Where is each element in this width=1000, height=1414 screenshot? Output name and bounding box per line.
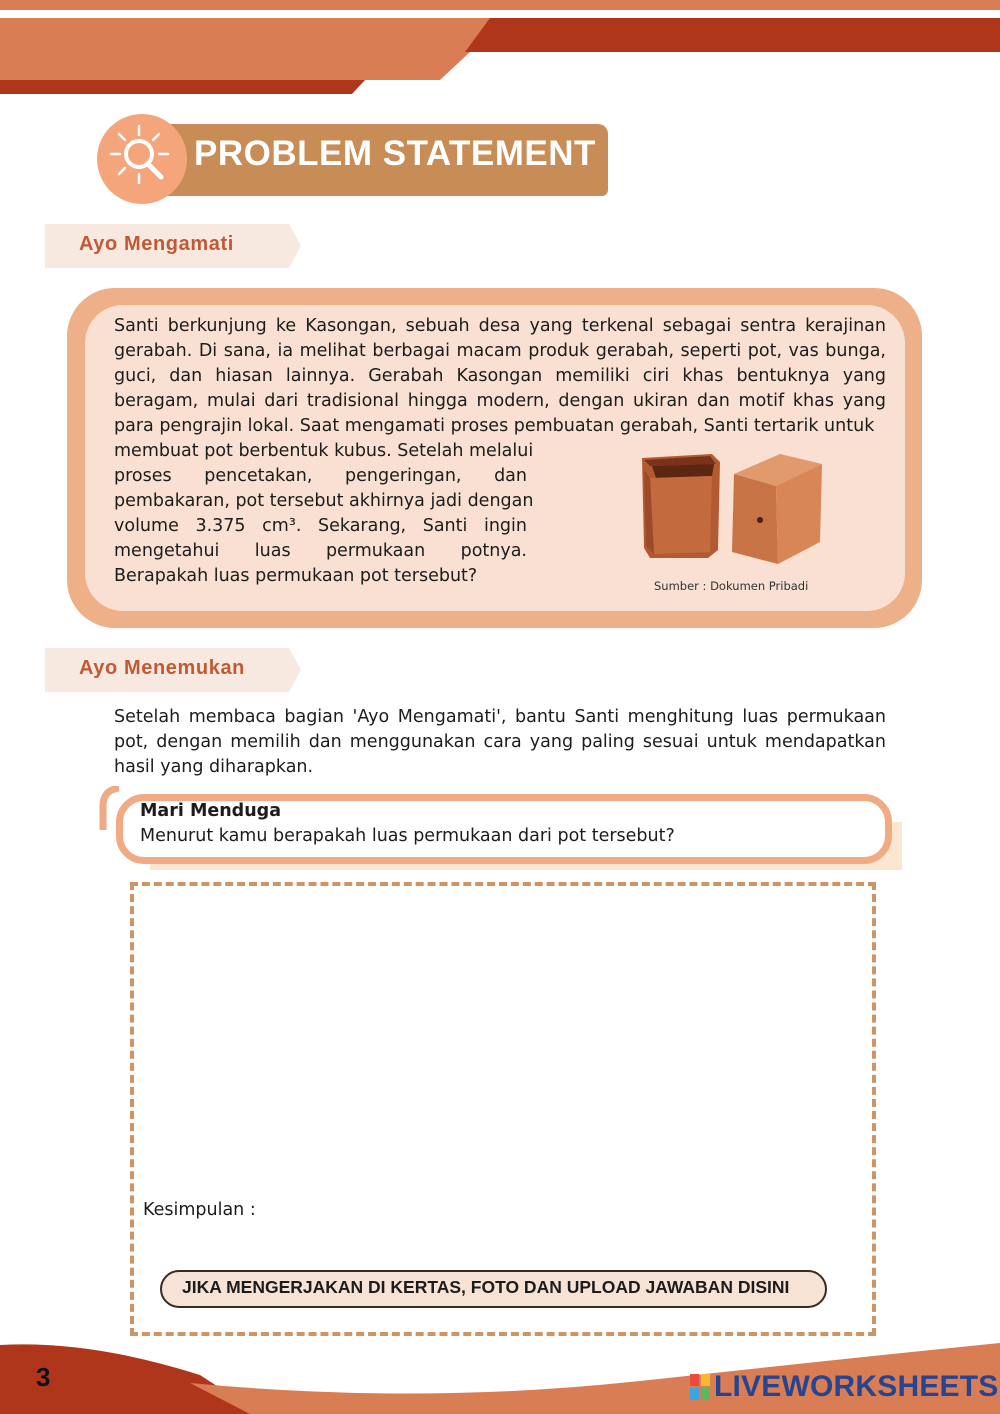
- section-label-text: Ayo Menemukan: [79, 657, 245, 679]
- liveworksheets-logo-icon: [690, 1374, 710, 1400]
- observation-paragraph: Santi berkunjung ke Kasongan, sebuah desa yang terkenal sebagai sentra kerajinan gerabah. Di sana, ia melihat berbagai macam produk gerabah, seperti pot, vas bunga, guci, dan hiasan lainnya. Gerabah Kasongan memiliki ciri khas bentuknya yang beragam, mulai dari tradisional hingga modern, dengan ukiran dan motif khas yang: [114, 316, 886, 411]
- observation-col-line: membuat pot berbentuk kubus. Setelah melalui: [114, 441, 534, 461]
- observation-column: [114, 439, 534, 589]
- observation-col-line: proses pencetakan, pengeringan, dan: [114, 466, 527, 486]
- upload-button-label: JIKA MENGERJAKAN DI KERTAS, FOTO DAN UPLOAD JAWABAN DISINI: [182, 1277, 790, 1297]
- observation-col-line: mengetahui luas permukaan potnya.: [114, 541, 527, 561]
- section-label-observe: [45, 224, 301, 268]
- guess-title: Mari Menduga: [140, 801, 282, 821]
- magnifier-icon: [97, 114, 187, 204]
- page-title: PROBLEM STATEMENT: [194, 134, 596, 173]
- cube-pots-photo: [630, 440, 840, 570]
- section-label-find: [45, 648, 301, 692]
- observation-col-line: pembakaran, pot tersebut akhirnya jadi dengan: [114, 491, 534, 511]
- section-label-text: Ayo Mengamati: [79, 233, 234, 255]
- observation-line: para pengrajin lokal. Saat mengamati proses pembuatan gerabah, Santi tertarik untuk: [114, 416, 875, 436]
- guess-question: Menurut kamu berapakah luas permukaan dari pot tersebut?: [140, 826, 675, 846]
- page-number: 3: [36, 1362, 51, 1392]
- image-caption: Sumber : Dokumen Pribadi: [654, 579, 809, 593]
- observation-col-line: Berapakah luas permukaan pot tersebut?: [114, 566, 478, 586]
- brand-name[interactable]: LIVEWORKSHEETS: [714, 1370, 999, 1403]
- find-paragraph: Setelah membaca bagian 'Ayo Mengamati', bantu Santi menghitung luas permukaan pot, dengan memilih dan menggunakan cara yang paling sesuai untuk mendapatkan hasil yang diharapkan.: [114, 707, 886, 777]
- header-decoration: [0, 0, 1000, 100]
- conclusion-label: Kesimpulan :: [143, 1200, 256, 1220]
- title-icon-circle: [97, 114, 187, 204]
- answer-area[interactable]: [130, 882, 876, 1336]
- observation-col-line: volume 3.375 cm³. Sekarang, Santi ingin: [114, 516, 527, 536]
